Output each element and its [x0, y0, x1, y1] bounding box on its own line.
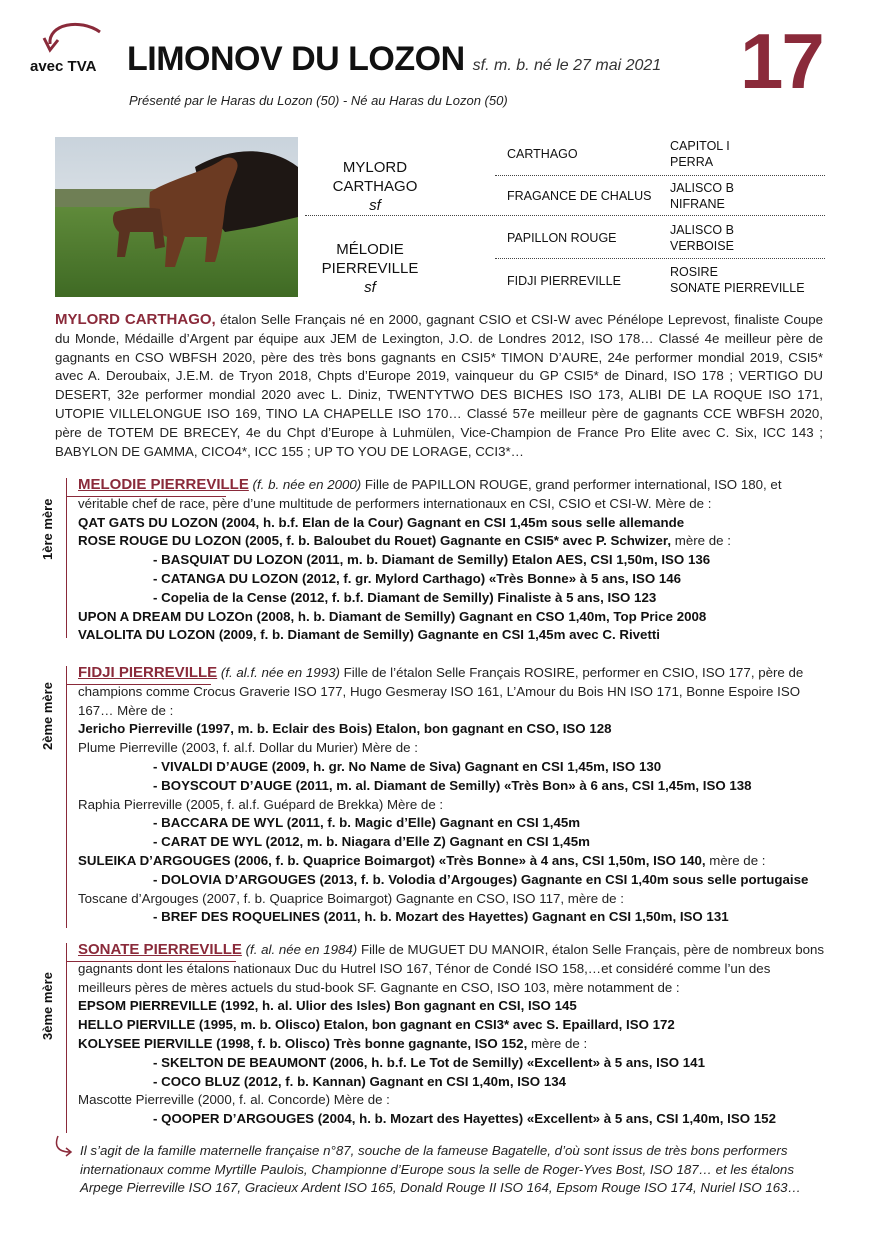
pedigree-g3-7: ROSIRE [670, 265, 718, 279]
sire-paragraph-text: étalon Selle Français né en 2000, gagnant CSIO et CSI-W avec Pénélope Leprevost, finaliste Coupe du Monde, Médaille d’Argent par équipe aux JEM de Lexington, J.O. de Londres 2012, ISO 178… Classé 4e meilleur père de gagnants en CSO WBFSH 2020, père des très bons gagnants en CSI5* TIMON D’AURE, 24e performer mondial 2019, CSI5* avec A. Deroubaix, J.E.M. de Tryon 2018, Chpts d’Europe 2019, vainqueur du GP CSI5* de Dinard, ISO 178 ; VERTIGO DU DESERT, 32e performer mondial 2020 avec L. Diniz, TWENTYTWO DES BICHES ISO 173, ALIBI DE LA ROQUE ISO 171, UTOPIE VILLELONGUE ISO 169, TINO LA CHAPELLE ISO 170… Classé 57e meilleur père de gagnants CCE WBFSH 2020, père de TOTEM DE BRECEY, 4e du Chpt d’Europe à Luhmülen, Vice-Champion de France Pro Elite avec C. Six, ICC 143 ; BABYLON DE GAMMA, CICO4*, ICC 155 ; UP TO YOU DE LORAGE, CCI3*… [55, 312, 823, 459]
list-item: - VIVALDI D’AUGE (2009, h. gr. No Name de Siva) Gagnant en CSI 1,45m, ISO 130 [153, 758, 662, 774]
pedigree-sire-dam: FRAGANCE DE CHALUS [507, 189, 652, 203]
list-item: - Copelia de la Cense (2012, f. b.f. Diamant de Semilly) Finaliste à 5 ans, ISO 123 [153, 589, 657, 605]
list-item: QAT GATS DU LOZON (2004, h. b.f. Elan de la Cour) Gagnant en CSI 1,45m sous selle allemande [78, 514, 685, 530]
third-dam-intro: Fille de MUGUET DU MANOIR, étalon Selle Français, père de nombreux bons gagnants dont les étalons nationaux Duc du Hutrel ISO 167, Ténor de Condé ISO 158,…et considéré comme l’un des meilleurs pères de mères actuels du stud-book SF. Gagnante en CSO, ISO 103, mère notamment de : [78, 942, 825, 995]
family-note: Il s’agit de la famille maternelle française n°87, souche de la fameuse Bagatelle, d’où sont issus de très bons performers internationaux comme Myrtille Paulois, Championne d’Europe sous la selle de Roger-Yves Bost, ISO 187… et les étalons Arpege Pierreville ISO 167, Gracieux Ardent ISO 165, Donald Rouge II ISO 164, Epsom Rouge ISO 174, Nuriel ISO 163… [80, 1143, 801, 1196]
list-item-suffix: mère de : [671, 533, 731, 549]
pedigree-dam-dam: FIDJI PIERREVILLE [507, 274, 621, 288]
dam-name: MÉLODIE PIERREVILLE [321, 241, 419, 277]
list-item: Mascotte Pierreville (2000, f. al. Concorde) Mère de : [78, 1092, 390, 1108]
third-dam-info: (f. al. née en 1984) [241, 942, 358, 957]
third-dam-rail [66, 943, 67, 1133]
list-item: - BACCARA DE WYL (2011, f. b. Magic d’Elle) Gagnant en CSI 1,45m [153, 815, 581, 831]
second-dam-label: 2ème mère [40, 682, 55, 750]
pedigree-g3-4: NIFRANE [670, 197, 725, 211]
pedigree-g3-5: JALISCO B [670, 223, 734, 237]
pedigree-sire-sire: CARTHAGO [507, 147, 578, 161]
horse-name: LIMONOV DU LOZON [127, 40, 465, 78]
third-dam-name: SONATE PIERREVILLE [78, 941, 242, 958]
first-dam-name: MELODIE PIERREVILLE [78, 476, 249, 493]
second-dam-intro: Fille de l’étalon Selle Français ROSIRE, performer en CSIO, ISO 177, père de champions comme Crocus Graverie ISO 177, Hugo Gesmeray ISO 161, L’Amour du Bois HN ISO 171, Bonne Espoire ISO 167… Mère de : [78, 665, 804, 718]
pedigree-g3-3: JALISCO B [670, 181, 734, 195]
list-item: - COCO BLUZ (2012, f. b. Kannan) Gagnant en CSI 1,40m, ISO 134 [153, 1073, 567, 1089]
presented-by: Présenté par le Haras du Lozon (50) - Né au Haras du Lozon (50) [129, 93, 508, 108]
first-dam-label: 1ère mère [40, 498, 55, 560]
list-item: VALOLITA DU LOZON (2009, f. b. Diamant de Semilly) Gagnante en CSI 1,45m avec C. Rivetti [78, 627, 660, 643]
curved-arrow-icon [40, 14, 106, 54]
lot-number: 17 [740, 17, 823, 105]
return-arrow-icon [52, 1134, 76, 1158]
dotted-divider [495, 258, 825, 259]
horse-description: sf. m. b. né le 27 mai 2021 [472, 57, 662, 74]
first-dam-info: (f. b. née en 2000) [248, 477, 362, 492]
pedigree-g3-1: CAPITOL I [670, 139, 730, 153]
sire-name: MYLORD CARTHAGO [332, 159, 418, 195]
first-dam-section [78, 476, 826, 645]
third-dam-section [78, 941, 826, 1129]
dotted-divider [495, 175, 825, 176]
list-item: SULEIKA D’ARGOUGES (2006, f. b. Quaprice Boimargot) «Très Bonne» à 4 ans, CSI 1,50m, ISO 140, [78, 852, 706, 868]
list-item: HELLO PIERVILLE (1995, m. b. Olisco) Etalon, bon gagnant en CSI3* avec S. Epaillard, ISO 172 [78, 1017, 675, 1033]
pedigree-g3-6: VERBOISE [670, 239, 734, 253]
sire-paragraph [55, 311, 823, 461]
sire-suffix: sf [369, 197, 381, 214]
list-item: EPSOM PIERREVILLE (1992, h. al. Ulior des Isles) Bon gagnant en CSI, ISO 145 [78, 998, 577, 1014]
pedigree-table [300, 130, 830, 300]
list-item: - BASQUIAT DU LOZON (2011, m. b. Diamant de Semilly) Etalon AES, CSI 1,50m, ISO 136 [153, 552, 711, 568]
list-item-suffix: mère de : [705, 852, 766, 868]
first-dam-intro: Fille de PAPILLON ROUGE, grand performer international, ISO 180, et véritable chef de race, père d’une multitude de performers internationaux en CSI, CSIO et CSI-W. Mère de : [78, 477, 782, 511]
first-dam-rail [66, 478, 67, 638]
vat-label: avec TVA [30, 58, 97, 75]
second-dam-rail [66, 666, 67, 928]
list-item: - CATANGA DU LOZON (2012, f. gr. Mylord Carthago) «Très Bonne» à 5 ans, ISO 146 [153, 570, 682, 586]
list-item: KOLYSEE PIERVILLE (1998, f. b. Olisco) Très bonne gagnante, ISO 152, [78, 1035, 528, 1051]
pedigree-dam-sire: PAPILLON ROUGE [507, 231, 617, 245]
horse-photo [55, 137, 298, 297]
sire-paragraph-lead: MYLORD CARTHAGO, [55, 311, 216, 328]
list-item: Jericho Pierreville (1997, m. b. Eclair des Bois) Etalon, bon gagnant en CSO, ISO 128 [78, 721, 612, 737]
second-dam-name: FIDJI PIERREVILLE [78, 664, 218, 681]
list-item: Toscane d’Argouges (2007, f. b. Quaprice Boimargot) Gagnante en CSO, ISO 117, mère de : [78, 890, 624, 906]
list-item-suffix: mère de : [527, 1035, 588, 1051]
second-dam-info: (f. al.f. née en 1993) [217, 665, 340, 680]
list-item: ROSE ROUGE DU LOZON (2005, f. b. Baloubet du Rouet) Gagnante en CSI5* avec P. Schwizer, [78, 533, 672, 549]
pedigree-dam [300, 240, 440, 297]
dotted-divider [305, 215, 825, 216]
dam-suffix: sf [364, 279, 376, 296]
pedigree-g3-8: SONATE PIERREVILLE [670, 281, 805, 295]
list-item: - DOLOVIA D’ARGOUGES (2013, f. b. Volodia d’Argouges) Gagnante en CSI 1,40m sous selle portugaise [153, 871, 809, 887]
second-dam-section [78, 664, 826, 927]
list-item: Raphia Pierreville (2005, f. al.f. Guépard de Brekka) Mère de : [78, 796, 444, 812]
list-item: - SKELTON DE BEAUMONT (2006, h. b.f. Le Tot de Semilly) «Excellent» à 5 ans, ISO 141 [153, 1054, 705, 1070]
third-dam-label: 3ème mère [40, 972, 55, 1040]
list-item: - BOYSCOUT D’AUGE (2011, m. al. Diamant de Semilly) «Très Bon» à 6 ans, CSI 1,45m, ISO 138 [153, 777, 752, 793]
list-item: UPON A DREAM DU LOZOn (2008, h. b. Diamant de Semilly) Gagnant en CSO 1,40m, Top Price 2008 [78, 608, 707, 624]
pedigree-g3-2: PERRA [670, 155, 714, 169]
list-item: Plume Pierreville (2003, f. al.f. Dollar du Murier) Mère de : [78, 740, 418, 756]
list-item: - QOOPER D’ARGOUGES (2004, h. b. Mozart des Hayettes) «Excellent» à 5 ans, CSI 1,40m, ISO 152 [153, 1111, 776, 1127]
page-title [127, 40, 661, 79]
list-item: - CARAT DE WYL (2012, m. b. Niagara d’Elle Z) Gagnant en CSI 1,45m [153, 834, 590, 850]
pedigree-sire [310, 158, 440, 215]
list-item: - BREF DES ROQUELINES (2011, h. b. Mozart des Hayettes) Gagnant en CSI 1,50m, ISO 131 [153, 909, 729, 925]
